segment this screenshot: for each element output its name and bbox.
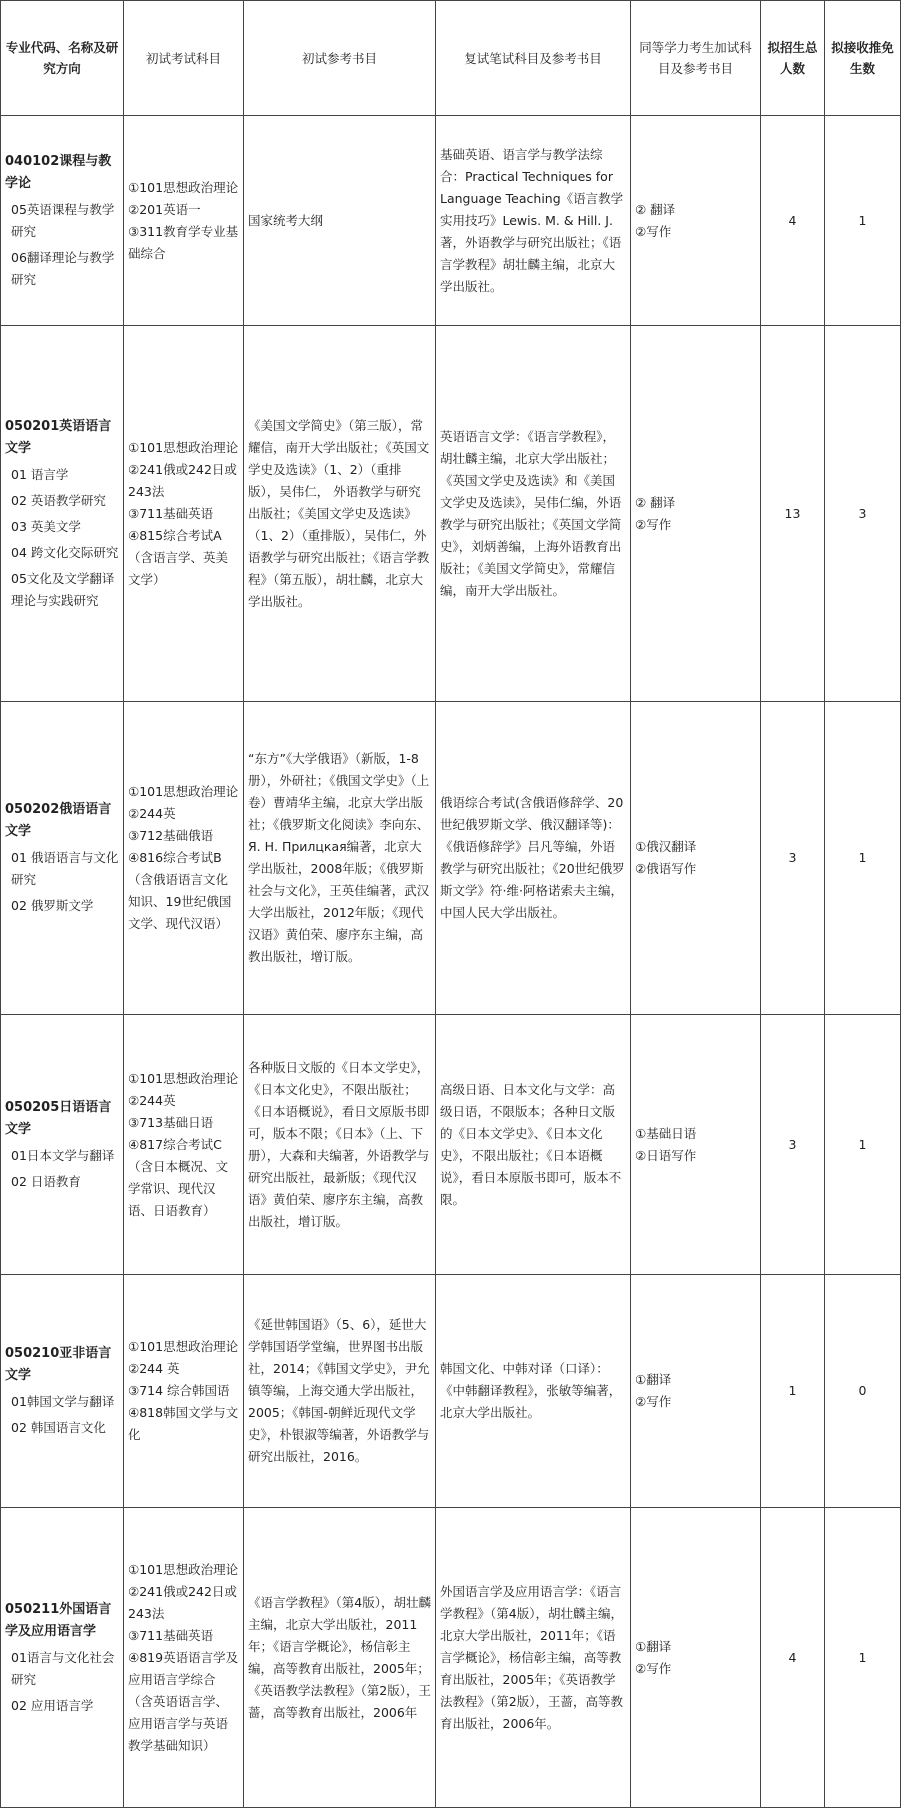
exempt-cell: 1 <box>825 1015 901 1275</box>
major-name: 050210亚非语言文学 <box>5 1346 112 1383</box>
exam-subject: ②241俄或242日或243法 <box>128 1583 237 1621</box>
exam-subject: ②244英 <box>128 806 176 821</box>
exam-cell <box>124 116 244 326</box>
exempt-cell: 1 <box>825 1508 901 1808</box>
table-row <box>1 1275 901 1508</box>
retest-cell: 基础英语、语言学与教学法综合：Practical Techniques for Language Teaching《语言教学实用技巧》Lewis. M. & Hill. J. 著，外语教学与研究出版社；《语言学教程》胡壮麟主编，北京大学出版社。 <box>436 116 631 326</box>
direction: 05英语课程与教学研究 <box>11 201 115 239</box>
header-books: 初试参考书目 <box>244 1 436 116</box>
retest-cell: 韩国文化、中韩对译（口译）：《中韩翻译教程》，张敏等编著，北京大学出版社。 <box>436 1275 631 1508</box>
books-cell: 《美国文学简史》（第三版），常耀信，南开大学出版社；《英国文学史及选读》（1、2）（重排版），吴伟仁， 外语教学与研究出版社；《美国文学史及选读》（1、2）（重排版），吴伟仁，外语教学与研究出版社；《语言学教程》（第五版），胡壮麟，北京大学出版社。 <box>244 326 436 702</box>
equiv-subject: ②日语写作 <box>635 1147 697 1163</box>
exam-subject: ②241俄或242日或243法 <box>128 461 237 499</box>
major-cell <box>1 702 124 1015</box>
exam-subject: ④815综合考试A（含语言学、英美文学） <box>128 527 229 587</box>
equiv-cell <box>631 116 761 326</box>
retest-cell: 英语语言文学：《语言学教程》，胡壮麟主编，北京大学出版社；《英国文学史及选读》和《美国文学史及选读》，吴伟仁编，外语教学与研究出版社；《英国文学简史》，刘炳善编，上海外语教育出版社；《美国文学简史》，常耀信编，南开大学出版社。 <box>436 326 631 702</box>
retest-cell: 外国语言学及应用语言学：《语言学教程》（第4版），胡壮麟主编，北京大学出版社，2011年；《语言学概论》，杨信彰主编，高等教育出版社，2005年；《英语教学法教程》（第2版），王蔷，高等教育出版社，2006年。 <box>436 1508 631 1808</box>
equiv-subject: ①俄汉翻译 <box>635 839 697 854</box>
exam-subject: ③311教育学专业基础综合 <box>128 223 239 261</box>
direction: 04 跨文化交际研究 <box>11 544 119 560</box>
exam-subject: ①101思想政治理论 <box>128 1070 239 1086</box>
total-cell: 3 <box>761 1015 825 1275</box>
exam-subject: ①101思想政治理论 <box>128 439 239 455</box>
exempt-cell: 1 <box>825 702 901 1015</box>
books-cell: 各种版日文版的《日本文学史》，《日本文化史》，不限出版社；《日本语概说》，看日文原版书即可，版本不限；《日本》（上、下册），大森和夫编著，外语教学与研究出版社，最新版；《现代汉语》黄伯荣、廖序东主编，高教出版社，增订版。 <box>244 1015 436 1275</box>
table-row <box>1 1508 901 1808</box>
exam-subject: ②244 英 <box>128 1361 180 1376</box>
major-name: 050205日语语言文学 <box>5 1099 112 1137</box>
equiv-cell <box>631 326 761 702</box>
direction: 01语言与文化社会研究 <box>11 1649 115 1687</box>
exam-cell <box>124 1275 244 1508</box>
equiv-cell <box>631 1015 761 1275</box>
header-row <box>1 1 901 116</box>
direction: 02 日语教育 <box>11 1173 81 1189</box>
direction: 05文化及文学翻译理论与实践研究 <box>11 570 115 608</box>
direction: 06翻译理论与教学研究 <box>11 249 115 287</box>
exam-subject: ③713基础日语 <box>128 1114 214 1130</box>
equiv-cell <box>631 702 761 1015</box>
direction: 02 应用语言学 <box>11 1697 94 1713</box>
direction: 02 俄罗斯文学 <box>11 898 94 913</box>
retest-cell: 高级日语、日本文化与文学：高级日语，不限版本；各种日文版的《日本文学史》、《日本文化史》，不限出版社；《日本语概说》，看日本原版书即可，版本不限。 <box>436 1015 631 1275</box>
equiv-cell <box>631 1508 761 1808</box>
header-exam: 初试考试科目 <box>124 1 244 116</box>
header-exempt: 拟接收推免生数 <box>825 1 901 116</box>
exam-subject: ②201英语一 <box>128 201 201 217</box>
total-cell: 3 <box>761 702 825 1015</box>
equiv-subject: ②写作 <box>635 1394 672 1409</box>
total-cell: 1 <box>761 1275 825 1508</box>
books-cell: 国家统考大纲 <box>244 116 436 326</box>
major-name: 040102课程与教学论 <box>5 153 112 191</box>
exam-subject: ④819英语语言学及应用语言学综合（含英语语言学、应用语言学与英语教学基础知识） <box>128 1649 239 1753</box>
total-cell: 4 <box>761 1508 825 1808</box>
exam-subject: ①101思想政治理论 <box>128 1339 239 1354</box>
equiv-subject: ②写作 <box>635 223 672 239</box>
exempt-cell: 0 <box>825 1275 901 1508</box>
direction: 01日本文学与翻译 <box>11 1147 115 1163</box>
books-cell: “东方”《大学俄语》（新版，1-8册），外研社；《俄国文学史》（上卷）曹靖华主编，北京大学出版社；《俄罗斯文化阅读》李向东、Я. Н. Прилцкая编著，北京大学出版社，2008年版；《俄罗斯社会与文化》，王英佳编著，武汉大学出版社，2012年版；《现代汉语》黄伯荣、廖序东主编，高教出版社，增订版。 <box>244 702 436 1015</box>
table-row <box>1 1015 901 1275</box>
exam-subject: ④817综合考试C（含日本概况、文学常识、现代汉语、日语教育） <box>128 1136 229 1218</box>
equiv-subject: ①翻译 <box>635 1372 672 1387</box>
exam-subject: ④816综合考试B（含俄语语言文化知识、19世纪俄国文学、现代汉语） <box>128 850 232 931</box>
books-cell: 《语言学教程》（第4版），胡壮麟主编，北京大学出版社，2011年；《语言学概论》，杨信彰主编，高等教育出版社，2005年；《英语教学法教程》（第2版），王蔷，高等教育出版社，2006年 <box>244 1508 436 1808</box>
exam-subject: ②244英 <box>128 1092 176 1108</box>
exam-subject: ①101思想政治理论 <box>128 179 239 195</box>
table-row <box>1 702 901 1015</box>
major-name: 050202俄语语言文学 <box>5 802 112 839</box>
header-total: 拟招生总人数 <box>761 1 825 116</box>
exam-cell <box>124 326 244 702</box>
major-cell <box>1 116 124 326</box>
header-equiv: 同等学力考生加试科目及参考书目 <box>631 1 761 116</box>
major-cell <box>1 1015 124 1275</box>
exam-subject: ③714 综合韩国语 <box>128 1383 230 1398</box>
exam-subject: ①101思想政治理论 <box>128 1561 239 1577</box>
exempt-cell: 1 <box>825 116 901 326</box>
direction: 03 英美文学 <box>11 518 81 534</box>
exam-cell <box>124 1015 244 1275</box>
direction: 02 英语教学研究 <box>11 492 106 508</box>
table-row <box>1 116 901 326</box>
header-retest: 复试笔试科目及参考书目 <box>436 1 631 116</box>
total-cell: 13 <box>761 326 825 702</box>
direction: 02 韩国语言文化 <box>11 1420 106 1435</box>
exempt-cell: 3 <box>825 326 901 702</box>
exam-subject: ①101思想政治理论 <box>128 784 239 799</box>
exam-subject: ③711基础英语 <box>128 1627 214 1643</box>
equiv-subject: ②写作 <box>635 1660 672 1676</box>
exam-cell <box>124 1508 244 1808</box>
direction: 01 俄语语言与文化研究 <box>11 850 119 887</box>
direction: 01 语言学 <box>11 466 69 482</box>
major-name: 050211外国语言学及应用语言学 <box>5 1601 112 1639</box>
equiv-subject: ②俄语写作 <box>635 861 697 876</box>
equiv-subject: ①基础日语 <box>635 1125 697 1141</box>
major-cell <box>1 1275 124 1508</box>
total-cell: 4 <box>761 116 825 326</box>
equiv-cell <box>631 1275 761 1508</box>
retest-cell: 俄语综合考试(含俄语修辞学、20世纪俄罗斯文学、俄汉翻译等)：《俄语修辞学》吕凡等编，外语教学与研究出版社；《20世纪俄罗斯文学》符·维·阿格诺索夫主编，中国人民大学出版社。 <box>436 702 631 1015</box>
major-name: 050201英语语言文学 <box>5 418 112 456</box>
exam-cell <box>124 702 244 1015</box>
books-cell: 《延世韩国语》（5、6），延世大学韩国语学堂编，世界图书出版社，2014；《韩国文学史》，尹允镇等编，上海交通大学出版社，2005；《韩国-朝鲜近现代文学史》，朴银淑等编著，外语教学与研究出版社，2016。 <box>244 1275 436 1508</box>
exam-subject: ③711基础英语 <box>128 505 214 521</box>
exam-subject: ③712基础俄语 <box>128 828 214 843</box>
equiv-subject: ①翻译 <box>635 1638 672 1654</box>
direction: 01韩国文学与翻译 <box>11 1394 115 1409</box>
major-cell <box>1 326 124 702</box>
table-row <box>1 326 901 702</box>
equiv-subject: ②写作 <box>635 516 672 532</box>
equiv-subject: ② 翻译 <box>635 201 676 217</box>
exam-subject: ④818韩国文学与文化 <box>128 1405 239 1442</box>
equiv-subject: ② 翻译 <box>635 494 676 510</box>
header-major: 专业代码、名称及研究方向 <box>1 1 124 116</box>
major-cell <box>1 1508 124 1808</box>
